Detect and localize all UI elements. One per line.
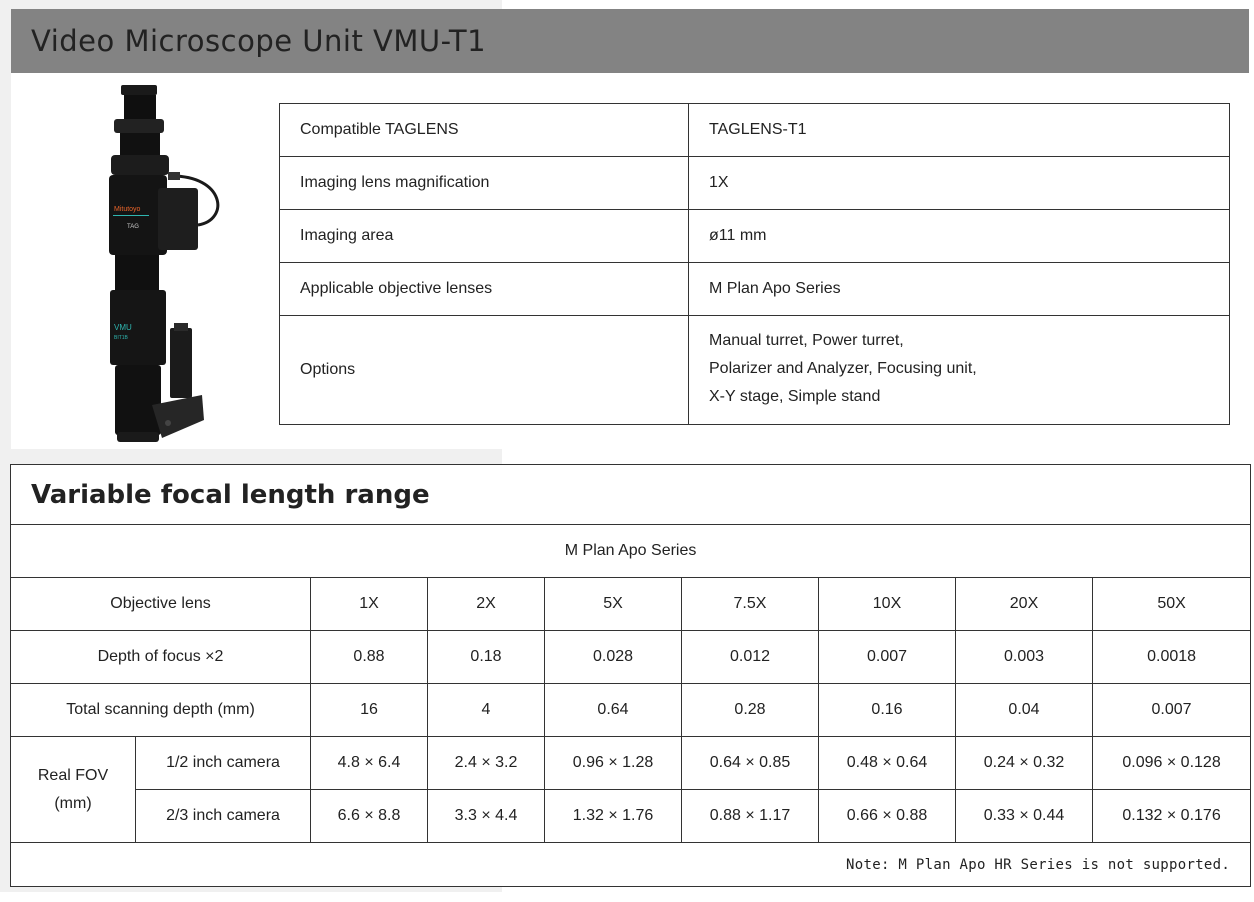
fov-label-line: Real FOV	[37, 766, 109, 784]
table-row	[11, 737, 1251, 790]
table-row	[280, 263, 1230, 316]
table-cell: 0.88 × 1.17	[682, 790, 819, 843]
table-cell: 0.132 × 0.176	[1093, 790, 1251, 843]
table-row	[11, 578, 1251, 631]
objective-cell: 2X	[428, 578, 545, 631]
options-line: Manual turret, Power turret,	[709, 332, 904, 349]
table-cell: 0.64	[545, 684, 682, 737]
svg-text:TAG: TAG	[127, 224, 139, 230]
table-row	[11, 843, 1251, 887]
footnote: Note: M Plan Apo HR Series is not supported.	[11, 843, 1251, 887]
objective-cell: 7.5X	[682, 578, 819, 631]
series-name: M Plan Apo Series	[11, 525, 1251, 578]
table-row	[280, 104, 1230, 157]
range-section	[10, 464, 1250, 887]
fov-label-line: (mm)	[54, 794, 92, 812]
spec-label: Imaging lens magnification	[280, 157, 689, 210]
row-label: Total scanning depth (mm)	[11, 684, 311, 737]
table-cell: 0.48 × 0.64	[819, 737, 956, 790]
table-cell: 0.33 × 0.44	[956, 790, 1093, 843]
row-label: Depth of focus ×2	[11, 631, 311, 684]
table-cell: 0.003	[956, 631, 1093, 684]
table-row	[280, 157, 1230, 210]
fov-label	[11, 737, 136, 843]
table-cell: 4	[428, 684, 545, 737]
table-row	[280, 210, 1230, 263]
table-row	[11, 465, 1251, 525]
title-bar	[11, 9, 1249, 73]
table-cell: 0.28	[682, 684, 819, 737]
table-cell: 0.88	[311, 631, 428, 684]
table-cell: 0.012	[682, 631, 819, 684]
row-label: 2/3 inch camera	[136, 790, 311, 843]
table-cell: 0.16	[819, 684, 956, 737]
table-row	[280, 316, 1230, 425]
table-cell: 0.96 × 1.28	[545, 737, 682, 790]
objective-cell: 20X	[956, 578, 1093, 631]
objective-cell: 1X	[311, 578, 428, 631]
table-cell: 0.18	[428, 631, 545, 684]
table-cell: 0.24 × 0.32	[956, 737, 1093, 790]
table-cell: 0.007	[819, 631, 956, 684]
objective-cell: 50X	[1093, 578, 1251, 631]
objective-cell: 10X	[819, 578, 956, 631]
options-line: X-Y stage, Simple stand	[709, 388, 881, 405]
table-cell: 0.64 × 0.85	[682, 737, 819, 790]
svg-text:BIT1B: BIT1B	[114, 335, 128, 341]
spec-value: TAGLENS-T1	[689, 104, 1230, 157]
table-row	[11, 790, 1251, 843]
table-cell: 2.4 × 3.2	[428, 737, 545, 790]
row-label: 1/2 inch camera	[136, 737, 311, 790]
table-cell: 0.007	[1093, 684, 1251, 737]
table-row	[11, 525, 1251, 578]
range-table	[10, 464, 1251, 887]
table-cell: 0.66 × 0.88	[819, 790, 956, 843]
spec-value: ø11 mm	[689, 210, 1230, 263]
table-cell: 1.32 × 1.76	[545, 790, 682, 843]
spec-label: Imaging area	[280, 210, 689, 263]
spec-label: Compatible TAGLENS	[280, 104, 689, 157]
svg-text:Mitutoyo: Mitutoyo	[114, 206, 141, 213]
table-cell: 16	[311, 684, 428, 737]
spec-table	[279, 103, 1230, 425]
table-cell: 0.028	[545, 631, 682, 684]
section-heading: Variable focal length range	[11, 465, 1251, 525]
table-cell: 0.096 × 0.128	[1093, 737, 1251, 790]
product-image	[100, 80, 230, 450]
spec-label: Applicable objective lenses	[280, 263, 689, 316]
table-cell: 6.6 × 8.8	[311, 790, 428, 843]
spec-value: M Plan Apo Series	[689, 263, 1230, 316]
spec-value: 1X	[689, 157, 1230, 210]
options-line: Polarizer and Analyzer, Focusing unit,	[709, 360, 977, 377]
table-cell: 0.04	[956, 684, 1093, 737]
objective-cell: 5X	[545, 578, 682, 631]
page-title: Video Microscope Unit VMU-T1	[31, 24, 487, 58]
table-row	[11, 631, 1251, 684]
svg-text:VMU: VMU	[114, 323, 132, 332]
table-cell: 0.0018	[1093, 631, 1251, 684]
options-value	[689, 316, 1230, 425]
table-cell: 4.8 × 6.4	[311, 737, 428, 790]
spec-label: Options	[280, 316, 689, 425]
table-row	[11, 684, 1251, 737]
row-label: Objective lens	[11, 578, 311, 631]
table-cell: 3.3 × 4.4	[428, 790, 545, 843]
